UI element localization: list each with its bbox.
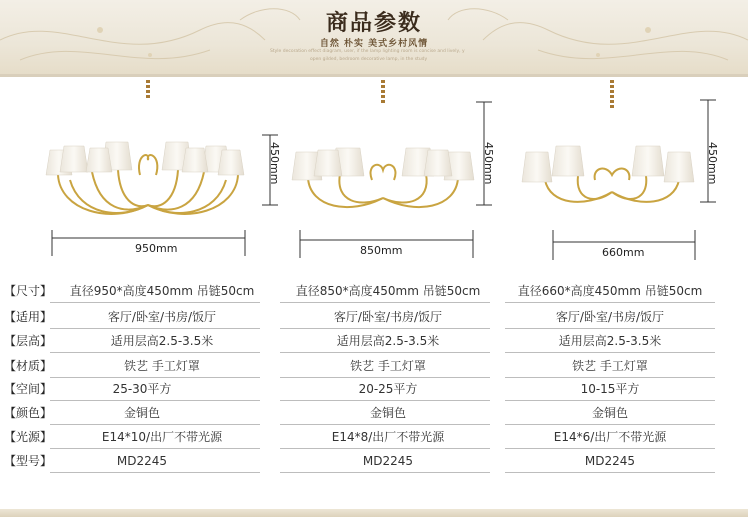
row-divider	[50, 448, 260, 449]
spec-cell: 直径660*高度450mm 吊链50cm	[517, 284, 703, 298]
tagline-line-1: Style decoration effect diagram, user, if the lamp lighting room is concise and lively, y	[270, 49, 465, 54]
spec-cell: 客厅/卧室/书房/饭厅	[107, 310, 217, 324]
spec-row-color	[0, 402, 748, 425]
spec-label: 【尺寸】	[4, 284, 53, 298]
spec-cell: 适用层高2.5-3.5米	[110, 334, 214, 348]
row-divider	[280, 472, 490, 473]
footer-bar	[0, 509, 748, 517]
spec-row-light-source	[0, 426, 748, 449]
spec-cell: 25-30平方	[112, 382, 172, 396]
spec-cell: 铁艺 手工灯罩	[124, 359, 200, 373]
spec-cell: 适用层高2.5-3.5米	[336, 334, 440, 348]
spec-cell: 金铜色	[369, 406, 406, 420]
spec-row-space	[0, 378, 748, 401]
row-divider	[505, 472, 715, 473]
row-divider	[280, 352, 490, 353]
width-label-3: 660mm	[602, 246, 645, 259]
spec-cell: 客厅/卧室/书房/饭厅	[555, 310, 665, 324]
spec-cell: E14*6/出厂不带光源	[553, 430, 667, 444]
width-label-1: 950mm	[135, 242, 178, 255]
row-divider	[50, 400, 260, 401]
spec-cell: 金铜色	[123, 406, 160, 420]
chandelier-3-icon	[522, 80, 694, 202]
row-divider	[280, 400, 490, 401]
spec-row-material	[0, 355, 748, 378]
header-banner	[0, 0, 748, 74]
spec-cell: 金铜色	[591, 406, 628, 420]
spec-row-model	[0, 450, 748, 473]
spec-cell: 20-25平方	[358, 382, 418, 396]
spec-label: 【空间】	[4, 382, 53, 396]
spec-cell: MD2245	[116, 454, 168, 468]
row-divider	[280, 448, 490, 449]
product-illustrations	[0, 80, 748, 270]
height-label-1: 450mm	[268, 142, 281, 185]
chandelier-1-icon	[46, 80, 244, 214]
row-divider	[505, 424, 715, 425]
chandelier-2-icon	[292, 80, 474, 207]
spec-row-ceiling	[0, 330, 748, 353]
row-divider	[505, 328, 715, 329]
spec-label: 【层高】	[4, 334, 53, 348]
spec-cell: MD2245	[362, 454, 414, 468]
spec-cell: MD2245	[584, 454, 636, 468]
row-divider	[50, 328, 260, 329]
spec-label: 【适用】	[4, 310, 53, 324]
spec-cell: 铁艺 手工灯罩	[572, 359, 648, 373]
tagline-line-2: open gilded, bedroom decorative lamp, in the study	[310, 57, 428, 62]
banner-divider	[0, 74, 748, 77]
chandelier-drawings	[0, 80, 748, 270]
page-subtitle: 自然 朴实 美式乡村风情	[319, 39, 429, 49]
spec-cell: 直径850*高度450mm 吊链50cm	[295, 284, 481, 298]
height-label-3: 450mm	[706, 142, 719, 185]
row-divider	[280, 302, 490, 303]
spec-label: 【型号】	[4, 454, 53, 468]
spec-cell: 铁艺 手工灯罩	[350, 359, 426, 373]
width-label-2: 850mm	[360, 244, 403, 257]
row-divider	[280, 424, 490, 425]
row-divider	[50, 424, 260, 425]
row-divider	[505, 302, 715, 303]
spec-label: 【材质】	[4, 359, 53, 373]
row-divider	[50, 352, 260, 353]
spec-cell: 适用层高2.5-3.5米	[558, 334, 662, 348]
spec-row-size	[0, 280, 748, 303]
height-label-2: 450mm	[482, 142, 495, 185]
spec-label: 【颜色】	[4, 406, 53, 420]
page-title: 商品参数	[325, 11, 422, 36]
spec-row-usage	[0, 306, 748, 329]
spec-cell: E14*8/出厂不带光源	[331, 430, 445, 444]
row-divider	[280, 328, 490, 329]
row-divider	[505, 352, 715, 353]
spec-cell: 10-15平方	[580, 382, 640, 396]
row-divider	[50, 302, 260, 303]
spec-cell: E14*10/出厂不带光源	[101, 430, 223, 444]
spec-cell: 直径950*高度450mm 吊链50cm	[69, 284, 255, 298]
spec-label: 【光源】	[4, 430, 53, 444]
row-divider	[505, 400, 715, 401]
row-divider	[505, 448, 715, 449]
row-divider	[50, 472, 260, 473]
spec-cell: 客厅/卧室/书房/饭厅	[333, 310, 443, 324]
